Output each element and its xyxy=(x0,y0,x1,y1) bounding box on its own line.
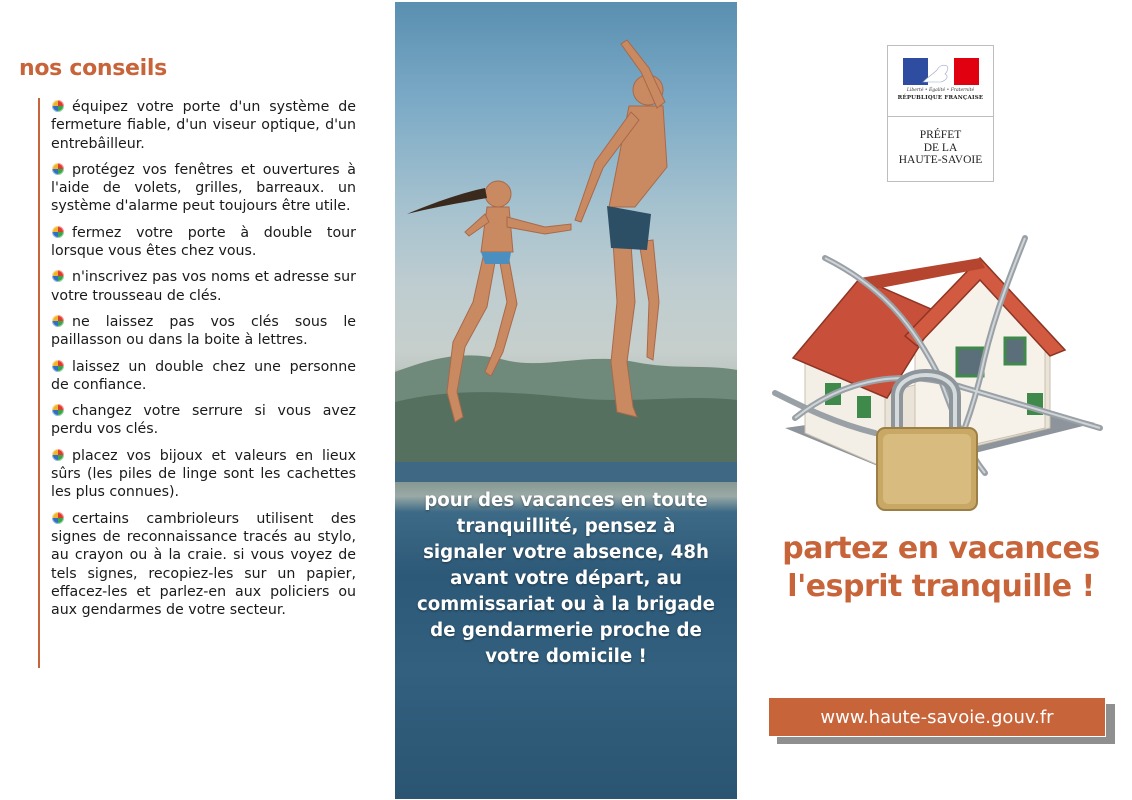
tip-item xyxy=(51,510,356,620)
tip-item xyxy=(51,358,356,395)
jumping-children-illustration xyxy=(395,2,737,462)
republic-motto: Liberté • Égalité • Fraternité xyxy=(906,88,975,93)
tip-item xyxy=(51,447,356,502)
tip-item xyxy=(51,313,356,350)
tip-text: équipez votre porte d'un système de fermeture fiable, d'un viseur optique, d'un entrebâilleur. xyxy=(51,99,356,152)
logo-divider xyxy=(888,116,993,117)
marianne-logo-icon xyxy=(903,58,979,85)
bullet-icon xyxy=(52,404,64,416)
tip-text: changez votre serrure si vous avez perdu vos clés. xyxy=(51,403,356,438)
bullet-icon xyxy=(52,226,64,238)
headline-line: l'esprit tranquille ! xyxy=(787,569,1095,604)
tip-text: placez vos bijoux et valeurs en lieux sûrs (les piles de linge sont les cachettes les plus connues). xyxy=(51,447,356,501)
prefet-line: HAUTE-SAVOIE xyxy=(898,154,983,166)
bullet-icon xyxy=(52,100,64,112)
chained-house-illustration xyxy=(765,218,1115,518)
tips-list xyxy=(38,98,356,668)
tip-text: n'inscrivez pas vos noms et adresse sur votre trousseau de clés. xyxy=(51,269,356,304)
tip-text: protégez vos fenêtres et ouvertures à l'aide de volets, grilles, barreaux. un système d'alarme peut toujours être utile. xyxy=(51,161,356,215)
website-link[interactable]: www.haute-savoie.gouv.fr xyxy=(768,697,1106,737)
prefet-line: DE LA xyxy=(923,141,958,154)
tip-text: ne laissez pas vos clés sous le paillasson ou dans la boite à lettres. xyxy=(51,313,356,349)
tip-text: laissez un double chez une personne de confiance. xyxy=(51,358,356,393)
lake-photo-panel xyxy=(395,2,737,799)
tip-text: certains cambrioleurs utilisent des signes de reconnaissance tracés au stylo, au crayon ou à la craie. si vous voyez de tels signes, recopiez-les sur un papier, effacez-les et parlez-en aux policiers ou aux gendarmes de votre secteur. xyxy=(51,510,356,619)
tip-item xyxy=(51,224,356,261)
prefet-line: PRÉFET xyxy=(919,129,962,141)
section-title: nos conseils xyxy=(19,56,167,81)
tip-item xyxy=(51,268,356,305)
bullet-icon xyxy=(52,163,64,175)
advice-column xyxy=(0,0,380,800)
prefecture-logo xyxy=(887,45,994,182)
bullet-icon xyxy=(52,315,64,327)
tip-item xyxy=(51,98,356,153)
headline-line: partez en vacances xyxy=(782,531,1100,566)
tip-item xyxy=(51,402,356,439)
vacation-message: pour des vacances en toute tranquillité, pensez à signaler votre absence, 48h avant votre départ, au commissariat ou à la brigade de gendarmerie proche de votre domicile ! xyxy=(417,490,715,667)
tip-text: fermez votre porte à double tour lorsque vous êtes chez vous. xyxy=(51,224,356,260)
bullet-icon xyxy=(52,449,64,461)
headline xyxy=(760,530,1122,606)
tip-item xyxy=(51,161,356,216)
bullet-icon xyxy=(52,270,64,282)
prefet-title xyxy=(888,129,993,167)
bullet-icon xyxy=(52,512,64,524)
bullet-icon xyxy=(52,360,64,372)
republic-name: RÉPUBLIQUE FRANÇAISE xyxy=(897,95,984,101)
